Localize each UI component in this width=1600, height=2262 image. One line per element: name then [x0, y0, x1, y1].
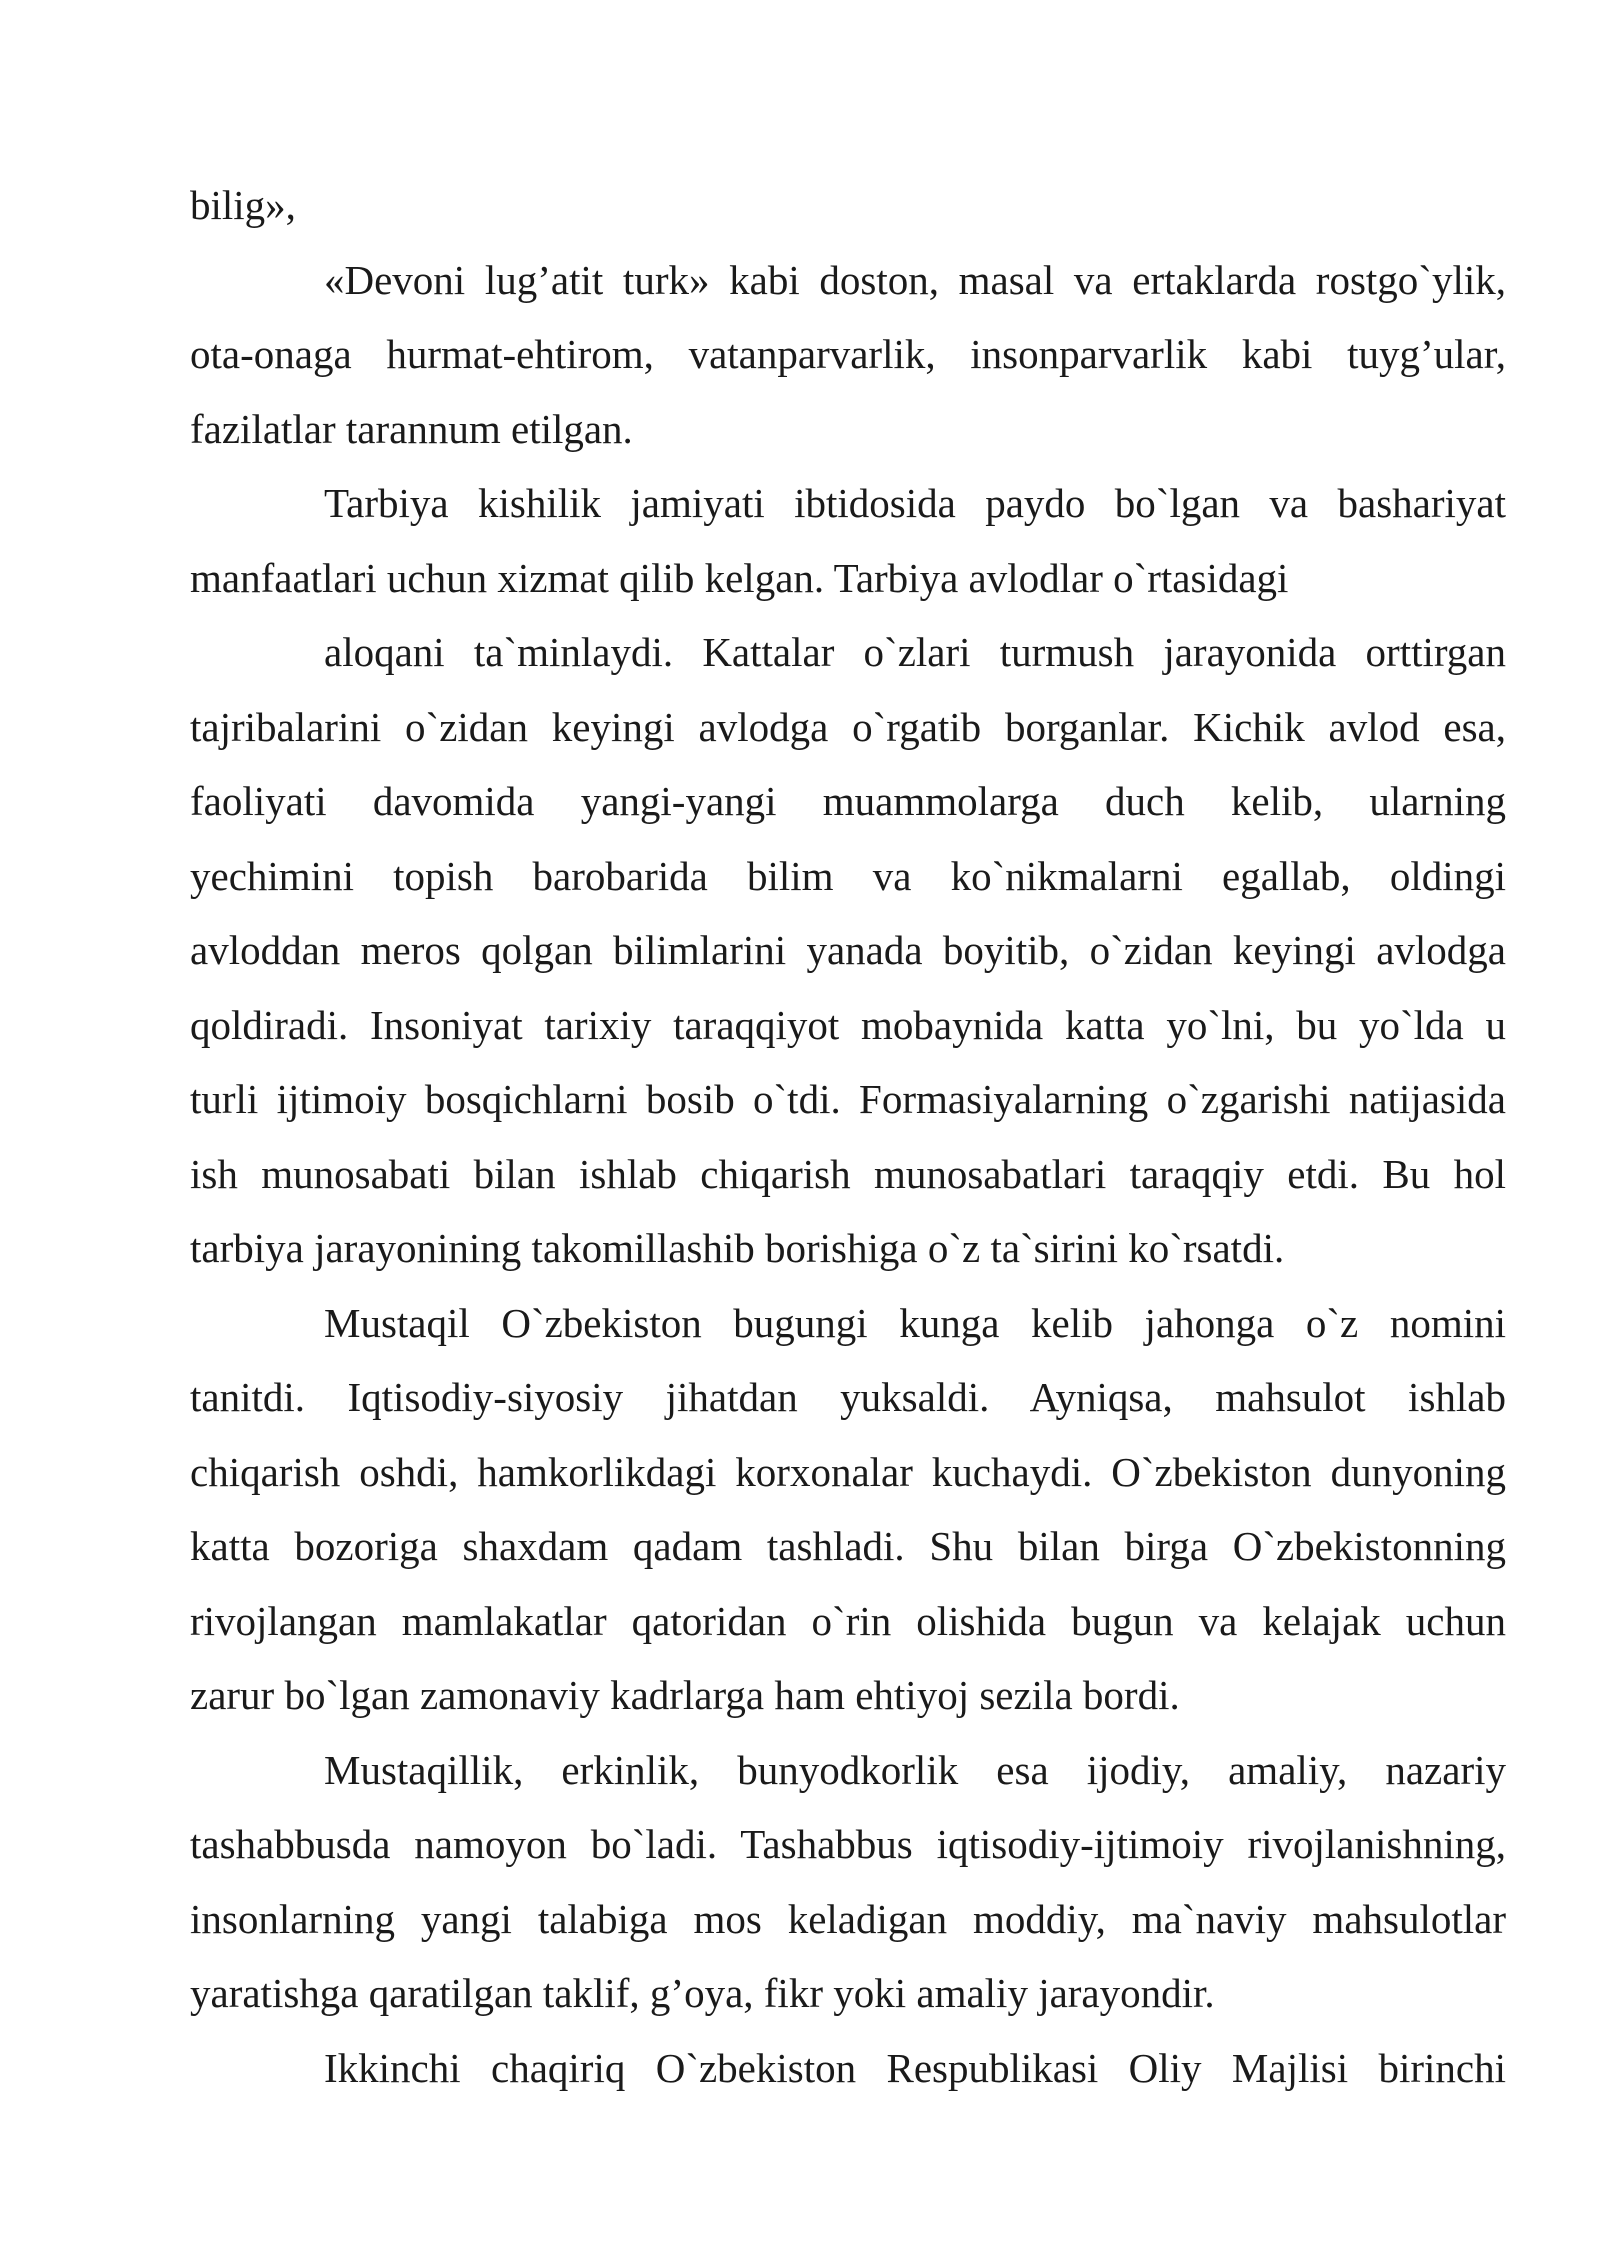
text-line: tarbiya jarayonining takomillashib borishiga o`z ta`sirini ko`rsatdi.	[190, 1225, 1285, 1271]
text-line: Tarbiya kishilik jamiyati ibtidosida paydo bo`lgan va bashariyat	[324, 480, 1506, 526]
text-line: qoldiradi. Insoniyat tarixiy taraqqiyot mobaynida katta yo`lni, bu yo`lda u	[190, 1001, 1506, 1048]
text-line: chiqarish oshdi, hamkorlikdagi korxonalar kuchaydi. O`zbekiston dunyoning	[190, 1448, 1506, 1495]
text-line: Mustaqil O`zbekiston bugungi kunga kelib jahonga o`z nomini	[324, 1299, 1506, 1346]
text-line: Mustaqillik, erkinlik, bunyodkorlik esa ijodiy, amaliy, nazariy	[324, 1746, 1506, 1793]
text-line: tashabbusda namoyon bo`ladi. Tashabbus iqtisodiy-ijtimoiy rivojlanishning,	[190, 1821, 1506, 1867]
document-body-text	[190, 168, 1506, 2105]
text-line: turli ijtimoiy bosqichlarni bosib o`tdi. Formasiyalarning o`zgarishi natijasida	[190, 1076, 1506, 1122]
text-line: tajribalarini o`zidan keyingi avlodga o`rgatib borganlar. Kichik avlod esa,	[190, 703, 1506, 750]
text-line: ish munosabati bilan ishlab chiqarish munosabatlari taraqqiy etdi. Bu hol	[190, 1150, 1506, 1197]
text-line: «Devoni lug’atit turk» kabi doston, masal va ertaklarda rostgo`ylik,	[324, 256, 1506, 303]
text-line: ota-onaga hurmat-ehtirom, vatanparvarlik, insonparvarlik kabi tuyg’ular,	[190, 331, 1506, 377]
text-line: fazilatlar tarannum etilgan.	[190, 405, 633, 452]
text-line: bilig»,	[190, 182, 296, 228]
text-line: faoliyati davomida yangi-yangi muammolarga duch kelib, ularning	[190, 778, 1506, 824]
text-line: insonlarning yangi talabiga mos keladigan moddiy, ma`naviy mahsulotlar	[190, 1895, 1506, 1942]
text-line: avloddan meros qolgan bilimlarini yanada boyitib, o`zidan keyingi avlodga	[190, 927, 1506, 973]
text-line: yechimini topish barobarida bilim va ko`nikmalarni egallab, oldingi	[190, 852, 1506, 899]
text-line: tanitdi. Iqtisodiy-siyosiy jihatdan yuksaldi. Ayniqsa, mahsulot ishlab	[190, 1374, 1506, 1420]
text-line: rivojlangan mamlakatlar qatoridan o`rin olishida bugun va kelajak uchun	[190, 1597, 1506, 1644]
text-line: katta bozoriga shaxdam qadam tashladi. Shu bilan birga O`zbekistonning	[190, 1523, 1506, 1569]
text-line: aloqani ta`minlaydi. Kattalar o`zlari turmush jarayonida orttirgan	[324, 629, 1506, 675]
text-line: yaratishga qaratilgan taklif, g’oya, fikr yoki amaliy jarayondir.	[190, 1970, 1215, 2016]
text-line: Ikkinchi chaqiriq O`zbekiston Respublikasi Oliy Majlisi birinchi	[324, 2044, 1506, 2091]
text-line: manfaatlari uchun xizmat qilib kelgan. Tarbiya avlodlar o`rtasidagi	[190, 554, 1289, 601]
text-line: zarur bo`lgan zamonaviy kadrlarga ham ehtiyoj sezila bordi.	[190, 1672, 1180, 1718]
